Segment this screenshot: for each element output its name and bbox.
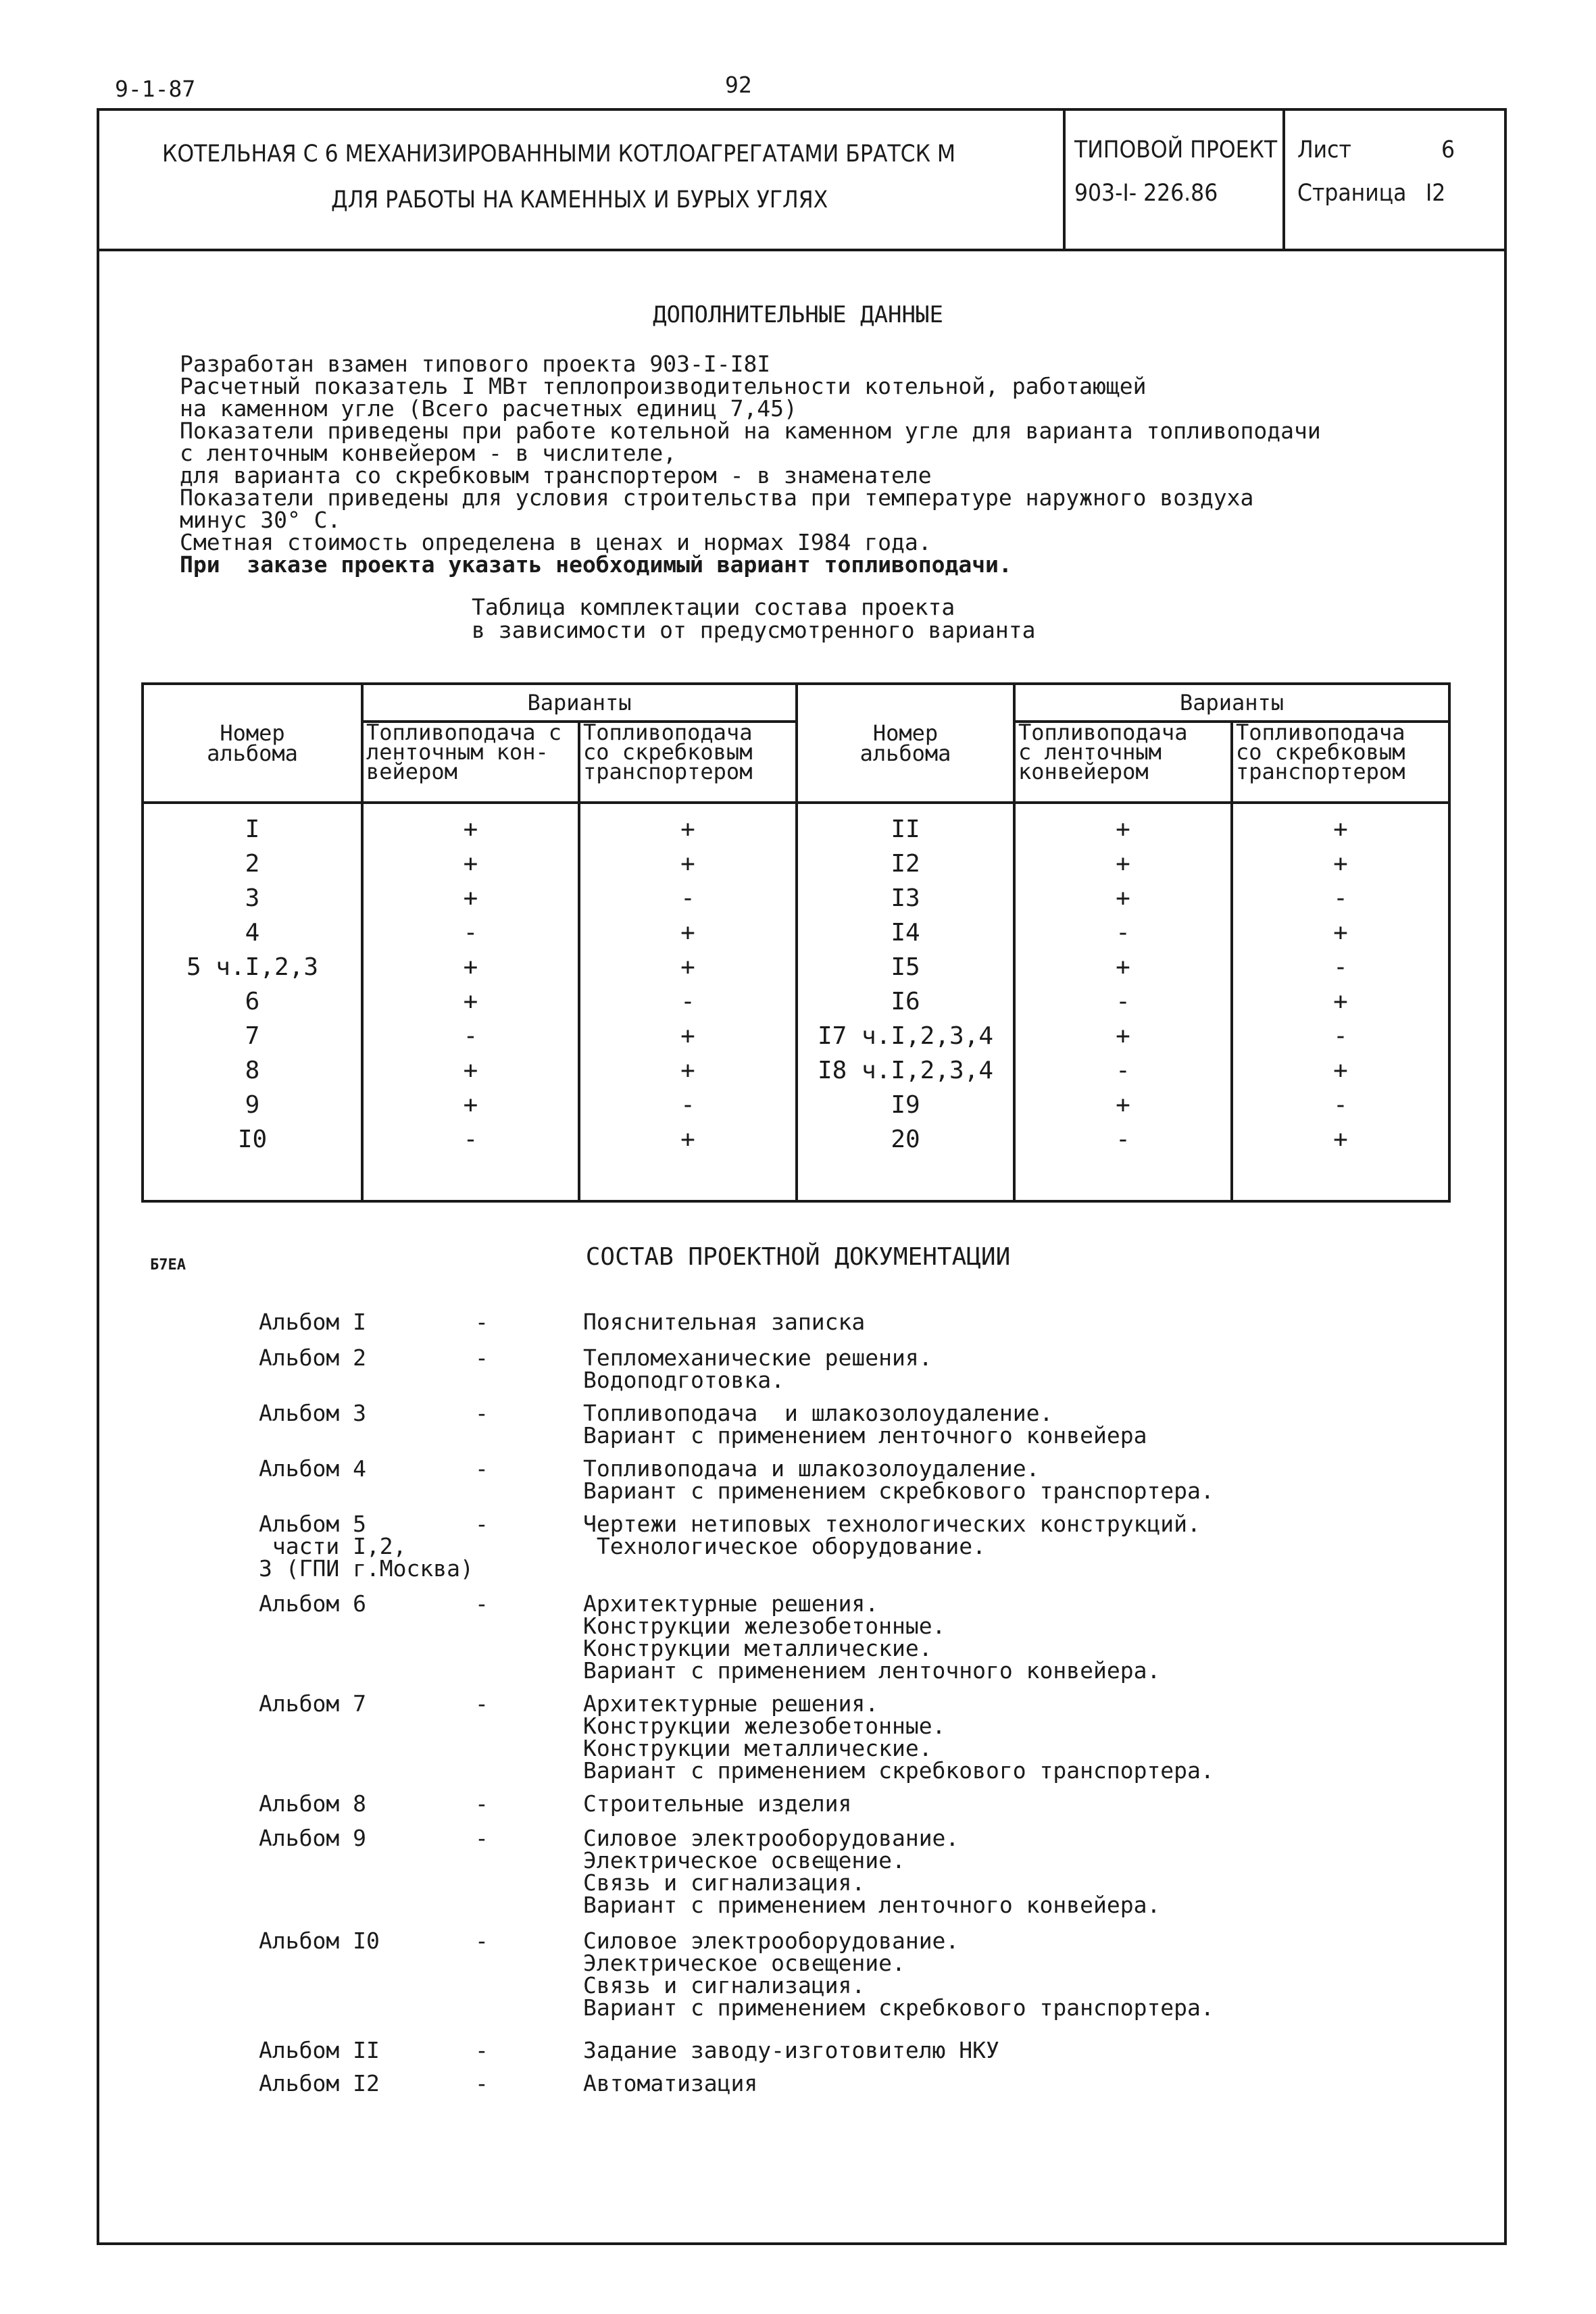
album-label: Альбом 8	[259, 1790, 366, 1817]
variant-mark: +	[1333, 988, 1348, 1015]
album-description: Силовое электрооборудование. Электрическое освещение. Связь и сигнализация. Вариант с применением ленточного конвейера.	[583, 1825, 1161, 1918]
album-cell: I3	[891, 884, 920, 912]
variant-mark: +	[463, 953, 478, 981]
album-dash: -	[475, 1400, 489, 1426]
album-dash: -	[475, 1928, 489, 1954]
album-entry	[259, 1402, 1489, 1447]
variant-mark: +	[463, 988, 478, 1015]
sheet-label: Лист	[1297, 136, 1351, 164]
album-description: Чертежи нетиповых технологических конструкций. Технологическое оборудование.	[583, 1511, 1201, 1559]
documentation-list	[259, 1311, 1489, 2094]
album-cell: 6	[245, 988, 260, 1015]
album-entry	[259, 2039, 1489, 2061]
variant-mark: +	[680, 919, 695, 947]
album-cell: 5 ч.I,2,3	[186, 953, 319, 981]
additional-data-heading: ДОПОЛНИТЕЛЬНЫЕ ДАННЫЕ	[653, 301, 943, 328]
intro-line: Показатели приведены при работе котельной на каменном угле для варианта топливоподачи	[180, 418, 1321, 444]
album-label: Альбом 4	[259, 1455, 366, 1482]
album-label: Альбом I0	[259, 1928, 380, 1954]
page-value: I2	[1426, 180, 1446, 207]
variant-mark: +	[1333, 919, 1348, 947]
variant-mark: -	[1116, 1126, 1130, 1153]
variant-mark: +	[1116, 884, 1130, 912]
variant-mark: +	[680, 1126, 695, 1153]
variant-mark: +	[463, 815, 478, 843]
table-caption	[472, 596, 1035, 642]
album-cell: I2	[891, 850, 920, 878]
album-entry	[259, 1930, 1489, 2019]
album-cell: I5	[891, 953, 920, 981]
album-entry	[259, 1513, 1489, 1587]
page-number: 92	[725, 72, 752, 98]
album-cell: I	[245, 815, 260, 843]
album-dash: -	[475, 1690, 489, 1717]
variant-mark: -	[1116, 988, 1130, 1015]
album-description: Автоматизация	[583, 2070, 758, 2096]
variant-mark: -	[1333, 953, 1348, 981]
right-album-column	[797, 803, 1014, 1201]
album-label: Альбом II	[259, 2037, 380, 2063]
album-label: Альбом 9	[259, 1825, 366, 1851]
variant-mark: +	[1333, 815, 1348, 843]
variant-mark: +	[680, 953, 695, 981]
variant-mark: +	[1333, 1057, 1348, 1084]
album-number-header-left: Номер альбома	[143, 684, 362, 803]
album-dash: -	[475, 1511, 489, 1537]
album-entry	[259, 1827, 1489, 1916]
album-cell: I4	[891, 919, 920, 947]
album-cell: I6	[891, 988, 920, 1015]
variant-mark: +	[1333, 850, 1348, 878]
intro-line: При заказе проекта указать необходимый вариант топливоподачи.	[180, 551, 1012, 578]
album-entry	[259, 1311, 1489, 1333]
album-dash: -	[475, 1455, 489, 1482]
variant-mark: -	[1333, 884, 1348, 912]
album-description: Топливоподача и шлакозолоудаление. Вариант с применением ленточного конвейера	[583, 1400, 1147, 1449]
intro-line: Расчетный показатель I МВт теплопроизводительности котельной, работающей	[180, 373, 1147, 399]
project-type-label: ТИПОВОЙ ПРОЕКТ	[1074, 136, 1278, 164]
album-label: Альбом I2	[259, 2070, 380, 2096]
variant-mark: -	[680, 884, 695, 912]
album-cell: 9	[245, 1091, 260, 1119]
intro-line: для варианта со скребковым транспортером - в знаменателе	[180, 462, 932, 488]
variant-mark: +	[680, 850, 695, 878]
album-description: Строительные изделия	[583, 1790, 852, 1817]
album-dash: -	[475, 1825, 489, 1851]
album-entry	[259, 1592, 1489, 1682]
variant-mark: +	[680, 815, 695, 843]
album-dash: -	[475, 1344, 489, 1371]
album-cell: 4	[245, 919, 260, 947]
album-label: Альбом 5 части I,2, 3 (ГПИ г.Москва)	[259, 1511, 474, 1582]
title-block-divider	[97, 249, 1507, 251]
left-variant1-column	[362, 803, 579, 1201]
page-code: 9-1-87	[115, 76, 196, 102]
additional-data-text	[180, 353, 1321, 576]
variant-mark: +	[1333, 1126, 1348, 1153]
completeness-table	[141, 682, 1451, 1203]
album-description: Тепломеханические решения. Водоподготовка.	[583, 1344, 932, 1393]
variant-mark: +	[463, 850, 478, 878]
right-variant2-header: Топливоподача со скребковым транспортером	[1232, 722, 1449, 803]
variants-header-left: Варианты	[362, 684, 797, 722]
intro-line: минус 30° С.	[180, 507, 341, 533]
variant-mark: +	[1116, 815, 1130, 843]
intro-line: Показатели приведены для условия строительства при температуре наружного воздуха	[180, 484, 1254, 511]
table-caption-line2: в зависимости от предусмотренного варианта	[472, 617, 1036, 643]
album-description: Архитектурные решения. Конструкции железобетонные. Конструкции металлические. Вариант с применением скребкового транспортера.	[583, 1690, 1214, 1784]
project-title-line2: ДЛЯ РАБОТЫ НА КАМЕННЫХ И БУРЫХ УГЛЯХ	[331, 186, 828, 213]
variant-mark: -	[463, 919, 478, 947]
album-description: Архитектурные решения. Конструкции железобетонные. Конструкции металлические. Вариант с применением ленточного конвейера.	[583, 1590, 1161, 1684]
table-caption-line1: Таблица комплектации состава проекта	[472, 594, 955, 620]
album-dash: -	[475, 2070, 489, 2096]
album-dash: -	[475, 1309, 489, 1335]
title-block-separator-2	[1282, 108, 1285, 250]
variant-mark: +	[1116, 1091, 1130, 1119]
variant-mark: +	[1116, 850, 1130, 878]
album-description: Силовое электрооборудование. Электрическое освещение. Связь и сигнализация. Вариант с применением скребкового транспортера.	[583, 1928, 1214, 2021]
variant-mark: +	[1116, 1022, 1130, 1050]
variant-mark: -	[680, 988, 695, 1015]
album-dash: -	[475, 2037, 489, 2063]
album-entry	[259, 1344, 1489, 1393]
album-label: Альбом 6	[259, 1590, 366, 1617]
album-cell: 2	[245, 850, 260, 878]
album-cell: I9	[891, 1091, 920, 1119]
album-description: Топливоподача и шлакозолоудаление. Вариант с применением скребкового транспортера.	[583, 1455, 1214, 1504]
album-cell: I7 ч.I,2,3,4	[817, 1022, 994, 1050]
project-title-line1: КОТЕЛЬНАЯ С 6 МЕХАНИЗИРОВАННЫМИ КОТЛОАГРЕГАТАМИ БРАТСК М	[162, 141, 956, 168]
album-cell: 3	[245, 884, 260, 912]
album-entry	[259, 1457, 1489, 1502]
variants-header-right: Варианты	[1014, 684, 1449, 722]
sheet-value: 6	[1441, 136, 1455, 164]
album-cell: I8 ч.I,2,3,4	[817, 1057, 994, 1084]
variant-mark: -	[1333, 1022, 1348, 1050]
album-entry	[259, 1692, 1489, 1782]
title-block-separator-1	[1063, 108, 1066, 250]
variant-mark: +	[680, 1022, 695, 1050]
album-cell: 20	[891, 1126, 920, 1153]
left-variant1-header: Топливоподача с ленточным кон- вейером	[362, 722, 579, 803]
album-label: Альбом 3	[259, 1400, 366, 1426]
left-variant2-header: Топливоподача со скребковым транспортером	[579, 722, 797, 803]
variant-mark: +	[1116, 953, 1130, 981]
album-label: Альбом 2	[259, 1344, 366, 1371]
right-variant2-column	[1232, 803, 1449, 1201]
variant-mark: -	[1116, 919, 1130, 947]
documentation-heading: СОСТАВ ПРОЕКТНОЙ ДОКУМЕНТАЦИИ	[585, 1243, 1011, 1271]
variant-mark: -	[463, 1022, 478, 1050]
album-cell: II	[891, 815, 920, 843]
project-number: 903-I- 226.86	[1074, 180, 1218, 207]
album-description: Пояснительная записка	[583, 1309, 866, 1335]
album-number-header-right: Номер альбома	[797, 684, 1014, 803]
album-cell: I0	[237, 1126, 268, 1153]
album-dash: -	[475, 1790, 489, 1817]
variant-mark: +	[463, 884, 478, 912]
right-variant1-header: Топливоподача с ленточным конвейером	[1014, 722, 1232, 803]
variant-mark: +	[680, 1057, 695, 1084]
album-description: Задание заводу-изготовителю НКУ	[583, 2037, 999, 2063]
page-label: Страница	[1297, 180, 1407, 207]
album-entry	[259, 2072, 1489, 2094]
album-dash: -	[475, 1590, 489, 1617]
album-entry	[259, 1792, 1489, 1815]
variant-mark: -	[680, 1091, 695, 1119]
left-variant2-column	[579, 803, 797, 1201]
variant-mark: -	[463, 1126, 478, 1153]
variant-mark: -	[1333, 1091, 1348, 1119]
variant-mark: +	[463, 1091, 478, 1119]
album-cell: 7	[245, 1022, 260, 1050]
intro-line: Разработан взамен типового проекта 903-I-I8I	[180, 351, 771, 377]
intro-line: на каменном угле (Всего расчетных единиц 7,45)	[180, 395, 797, 422]
intro-line: Сметная стоимость определена в ценах и нормах I984 года.	[180, 529, 932, 555]
right-variant1-column	[1014, 803, 1232, 1201]
variant-mark: -	[1116, 1057, 1130, 1084]
intro-line: с ленточным конвейером - в числителе,	[180, 440, 677, 466]
left-album-column	[143, 803, 362, 1201]
variant-mark: +	[463, 1057, 478, 1084]
album-label: Альбом 7	[259, 1690, 366, 1717]
album-label: Альбом I	[259, 1309, 366, 1335]
archive-stamp: Б7ЕА	[150, 1257, 186, 1274]
album-cell: 8	[245, 1057, 260, 1084]
